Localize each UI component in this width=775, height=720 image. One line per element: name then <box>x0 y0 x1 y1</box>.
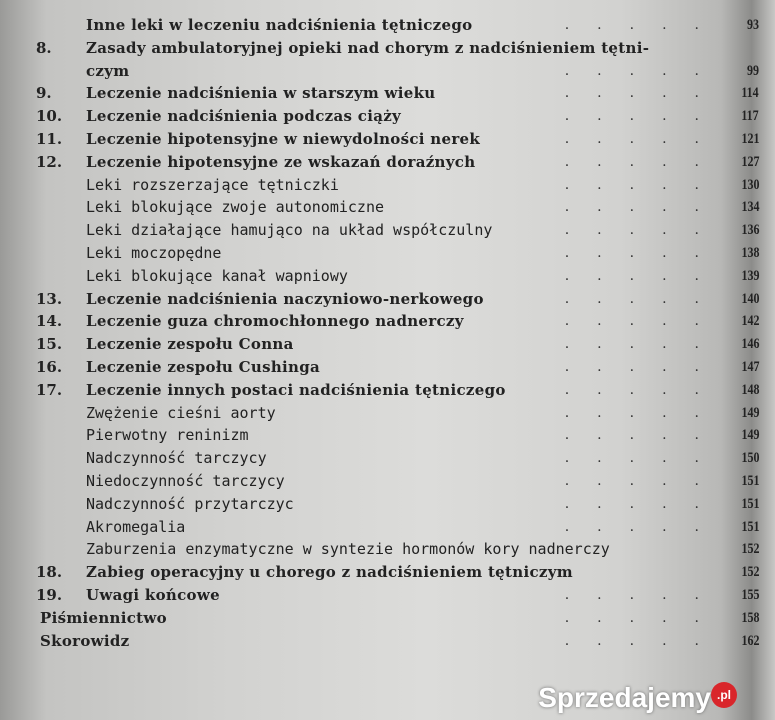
entry-title: Zaburzenia enzymatyczne w syntezie hormonów kory nadnerczy <box>86 540 610 559</box>
toc-entry <box>0 630 775 653</box>
toc-entry <box>0 196 775 219</box>
toc-entry <box>0 37 775 60</box>
dot-leader: ..... <box>564 85 727 102</box>
entry-page: 130 <box>741 176 759 193</box>
toc-entry <box>0 356 775 379</box>
entry-page: 151 <box>741 495 759 512</box>
entry-page: 150 <box>741 450 759 467</box>
entry-title: Leczenie hipotensyjne ze wskazań doraźnych <box>86 152 476 171</box>
toc-entry <box>0 424 775 447</box>
dot-leader: ..... <box>564 244 727 261</box>
entry-page: 139 <box>741 267 759 284</box>
toc-entry <box>0 493 775 516</box>
dot-leader: ..... <box>564 472 727 489</box>
toc-entry <box>0 470 775 493</box>
entry-title: Leczenie nadciśnienia podczas ciąży <box>86 107 402 126</box>
toc-entry <box>0 174 775 197</box>
entry-title: Niedoczynność tarczycy <box>86 471 285 490</box>
toc-entry <box>0 60 775 83</box>
dot-leader: ..... <box>564 153 727 170</box>
entry-number: 15. <box>36 335 63 354</box>
entry-title: Leki działające hamująco na układ współczulny <box>86 221 493 240</box>
dot-leader: ..... <box>564 495 727 512</box>
entry-number: 10. <box>36 107 63 126</box>
entry-page: 147 <box>741 358 759 375</box>
dot-leader: ..... <box>564 290 727 307</box>
dot-leader: ..... <box>564 17 727 33</box>
dot-leader: ..... <box>564 199 727 216</box>
entry-page: 162 <box>741 632 759 649</box>
toc-entry <box>0 105 775 128</box>
entry-title: Zwężenie cieśni aorty <box>86 403 276 422</box>
toc-entry <box>0 288 775 311</box>
toc-entry <box>0 242 775 265</box>
entry-page: 140 <box>741 290 759 307</box>
entry-page: 149 <box>741 427 759 444</box>
entry-title: Leczenie nadciśnienia w starszym wieku <box>86 84 436 103</box>
entry-title: Pierwotny reninizm <box>86 426 249 445</box>
entry-title: Nadczynność przytarczyc <box>86 494 294 513</box>
entry-page: 121 <box>741 130 759 147</box>
entry-number: 12. <box>36 152 63 171</box>
toc-entry <box>0 128 775 151</box>
entry-number: 8. <box>36 38 52 57</box>
entry-number: 9. <box>36 84 52 103</box>
dot-leader: ..... <box>564 313 727 330</box>
toc-entry <box>0 538 775 561</box>
dot-leader: ..... <box>564 176 727 193</box>
entry-page: 138 <box>741 244 759 261</box>
entry-number: 17. <box>36 380 63 399</box>
watermark-suffix: .pl <box>711 682 737 708</box>
entry-page: 149 <box>741 404 759 421</box>
entry-page: 99 <box>747 62 759 79</box>
toc-entry <box>0 402 775 425</box>
entry-page: 146 <box>741 336 759 353</box>
dot-leader: ..... <box>564 609 727 626</box>
entry-title: Leczenie guza chromochłonnego nadnerczy <box>86 312 464 331</box>
entry-title: Zabieg operacyjny u chorego z nadciśnieniem tętniczym <box>86 563 573 582</box>
dot-leader: ..... <box>564 427 727 444</box>
toc-entry <box>0 310 775 333</box>
table-of-contents <box>0 14 775 652</box>
entry-page: 152 <box>741 541 759 558</box>
entry-title: Leczenie zespołu Cushinga <box>86 357 321 376</box>
dot-leader: ..... <box>564 450 727 467</box>
toc-entry <box>0 516 775 539</box>
toc-entry <box>0 82 775 105</box>
dot-leader: ..... <box>564 632 727 649</box>
toc-entry <box>0 333 775 356</box>
toc-entry <box>0 607 775 630</box>
entry-number: 16. <box>36 357 63 376</box>
entry-title: Leczenie hipotensyjne w niewydolności nerek <box>86 129 481 148</box>
entry-page: 127 <box>741 153 759 170</box>
entry-title: Uwagi końcowe <box>86 585 220 604</box>
entry-title: Akromegalia <box>86 517 186 536</box>
toc-entry <box>0 265 775 288</box>
entry-page: 93 <box>747 17 759 33</box>
entry-page: 134 <box>741 199 759 216</box>
entry-page: 148 <box>741 381 759 398</box>
toc-entry <box>0 584 775 607</box>
entry-number: 13. <box>36 289 63 308</box>
dot-leader: ..... <box>564 62 727 79</box>
entry-title: Zasady ambulatoryjnej opieki nad chorym z nadciśnieniem tętni- <box>86 38 650 57</box>
entry-title: Nadczynność tarczycy <box>86 449 267 468</box>
dot-leader: ..... <box>564 518 727 535</box>
toc-entry <box>0 379 775 402</box>
dot-leader: ..... <box>564 108 727 125</box>
dot-leader: ..... <box>564 404 727 421</box>
entry-page: 136 <box>741 222 759 239</box>
dot-leader: ..... <box>564 130 727 147</box>
entry-title: Piśmiennictwo <box>40 608 167 627</box>
entry-number: 19. <box>36 585 63 604</box>
entry-title: czym <box>86 61 130 80</box>
entry-title: Inne leki w leczeniu nadciśnienia tętniczego <box>86 16 473 34</box>
dot-leader: ..... <box>564 586 727 603</box>
entry-number: 14. <box>36 312 63 331</box>
entry-title: Leczenie innych postaci nadciśnienia tętniczego <box>86 380 506 399</box>
entry-page: 151 <box>741 472 759 489</box>
entry-title: Leczenie zespołu Conna <box>86 335 294 354</box>
entry-page: 151 <box>741 518 759 535</box>
entry-page: 158 <box>741 609 759 626</box>
entry-page: 152 <box>741 564 759 581</box>
entry-page: 117 <box>741 108 759 125</box>
entry-page: 155 <box>741 586 759 603</box>
dot-leader: ..... <box>564 222 727 239</box>
entry-page: 114 <box>741 85 759 102</box>
toc-entry <box>0 447 775 470</box>
toc-entry <box>0 14 775 37</box>
entry-page: 142 <box>741 313 759 330</box>
entry-title: Leki blokujące zwoje autonomiczne <box>86 198 385 217</box>
watermark-logo <box>538 682 737 714</box>
dot-leader: ..... <box>564 358 727 375</box>
entry-number: 18. <box>36 563 63 582</box>
toc-entry <box>0 219 775 242</box>
entry-title: Leki rozszerzające tętniczki <box>86 175 339 194</box>
dot-leader: ..... <box>564 267 727 284</box>
entry-title: Skorowidz <box>40 631 130 650</box>
entry-title: Leczenie nadciśnienia naczyniowo-nerkowego <box>86 289 484 308</box>
entry-title: Leki blokujące kanał wapniowy <box>86 266 348 285</box>
dot-leader: ..... <box>564 336 727 353</box>
toc-entry <box>0 151 775 174</box>
dot-leader: ..... <box>564 381 727 398</box>
entry-title: Leki moczopędne <box>86 243 222 262</box>
toc-entry <box>0 561 775 584</box>
entry-number: 11. <box>36 129 63 148</box>
watermark-text: Sprzedajemy <box>538 682 711 713</box>
